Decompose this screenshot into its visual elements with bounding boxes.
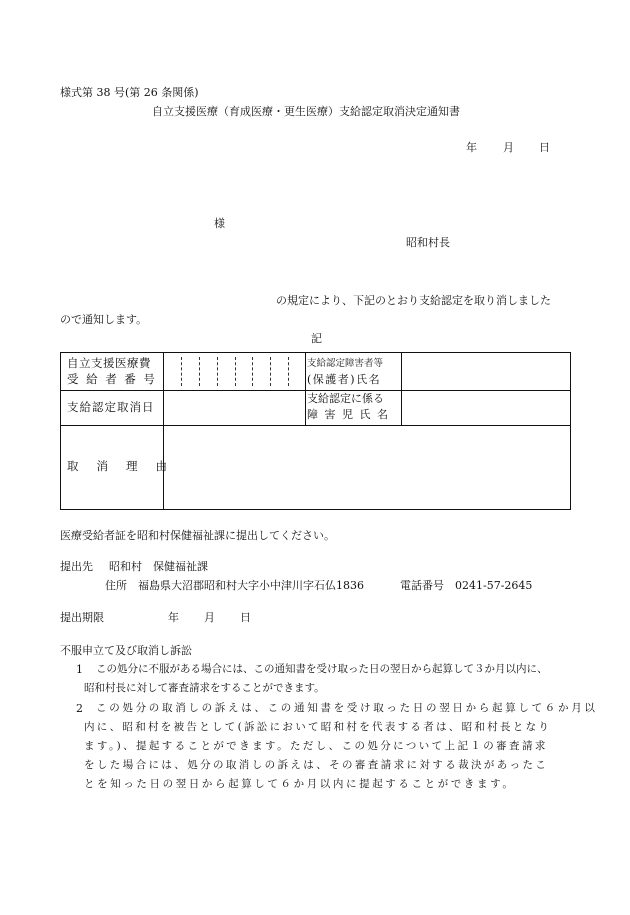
child-name-value [403,393,563,422]
deadline-month: 月 [204,611,215,624]
label-guardian-line-1: 支給認定障害者等 [307,358,384,369]
deadline-day: 日 [240,611,251,624]
deadline-label: 提出期限 [60,611,104,624]
digit-separator [217,357,218,386]
appeal-item-2-number: 2 [76,702,83,715]
return-notice: 医療受給者証を昭和村保健福祉課に提出してください。 [60,529,335,542]
table-divider [305,353,306,425]
revocation-reason-value [165,428,565,506]
appeal-item-1-line-1: この処分に不服がある場合には、この通知書を受け取った日の翌日から起算して３か月以内に、 [96,663,548,675]
appeal-heading: 不服申立て及び取消し訴訟 [60,644,192,657]
appeal-item-1-number: 1 [76,663,83,676]
digit-separator [288,357,289,386]
digit-separator [181,357,182,386]
table-divider [401,353,402,425]
appeal-item-2-line-1: この処分の取消しの訴えは、この通知書を受け取った日の翌日から起算して６か月以 [96,702,598,714]
appeal-item-2-line-3: ます。)、提起することができます。ただし、この処分について上記１の審査請求 [84,740,548,752]
digit-separator [270,357,271,386]
label-recipient-line-2: 受給者番号 [67,372,163,386]
ki-heading: 記 [311,332,322,345]
date-year: 年 [466,141,477,154]
deadline-year: 年 [168,611,179,624]
label-child-line-1: 支給認定に係る [307,392,384,405]
appeal-item-2-line-4: をした場合には、処分の取消しの訴えは、その審査請求に対する裁決があったこ [84,759,549,771]
label-child-line-2: 障害児氏名 [307,408,395,421]
submit-to-label: 提出先 [60,560,93,573]
label-revocation-reason: 取消理由 [67,459,185,473]
date-day: 日 [539,141,550,154]
appeal-item-1-line-2: 昭和村長に対して審査請求をすることができます。 [84,682,325,694]
appeal-item-2-line-5: とを知った日の翌日から起算して６か月以内に提起することができます。 [84,778,516,790]
digit-separator [235,357,236,386]
label-revocation-date: 支給認定取消日 [67,400,155,414]
table-divider [61,390,570,391]
label-guardian-line-2: (保護者)氏名 [307,373,382,386]
document-title: 自立支援医療（育成医療・更生医療）支給認定取消決定通知書 [152,105,460,118]
addressee-honorific: 様 [214,217,225,230]
body-line-2: ので通知します。 [60,313,148,326]
form-number: 様式第 38 号(第 26 条関係) [60,86,199,99]
submit-to-phone: 電話番号 0241-57-2645 [400,579,533,592]
submit-to-address: 住所 福島県大沼郡昭和村大字小中津川字石仏1836 [105,579,364,592]
digit-separator [252,357,253,386]
certification-table [60,352,571,510]
date-month: 月 [503,141,514,154]
table-divider [61,425,570,426]
digit-separator [199,357,200,386]
body-line-1: の規定により、下記のとおり支給認定を取り消しました [276,294,551,307]
appeal-item-2-line-2: 内に、昭和村を被告として(訴訟において昭和村を代表する者は、昭和村長となり [84,721,552,733]
revocation-date-value [165,393,303,422]
guardian-name-value [403,356,563,387]
submit-to-org: 昭和村 保健福祉課 [109,560,208,573]
table-divider [163,353,164,509]
sender-name: 昭和村長 [406,236,450,249]
label-recipient-line-1: 自立支援医療費 [67,356,151,370]
